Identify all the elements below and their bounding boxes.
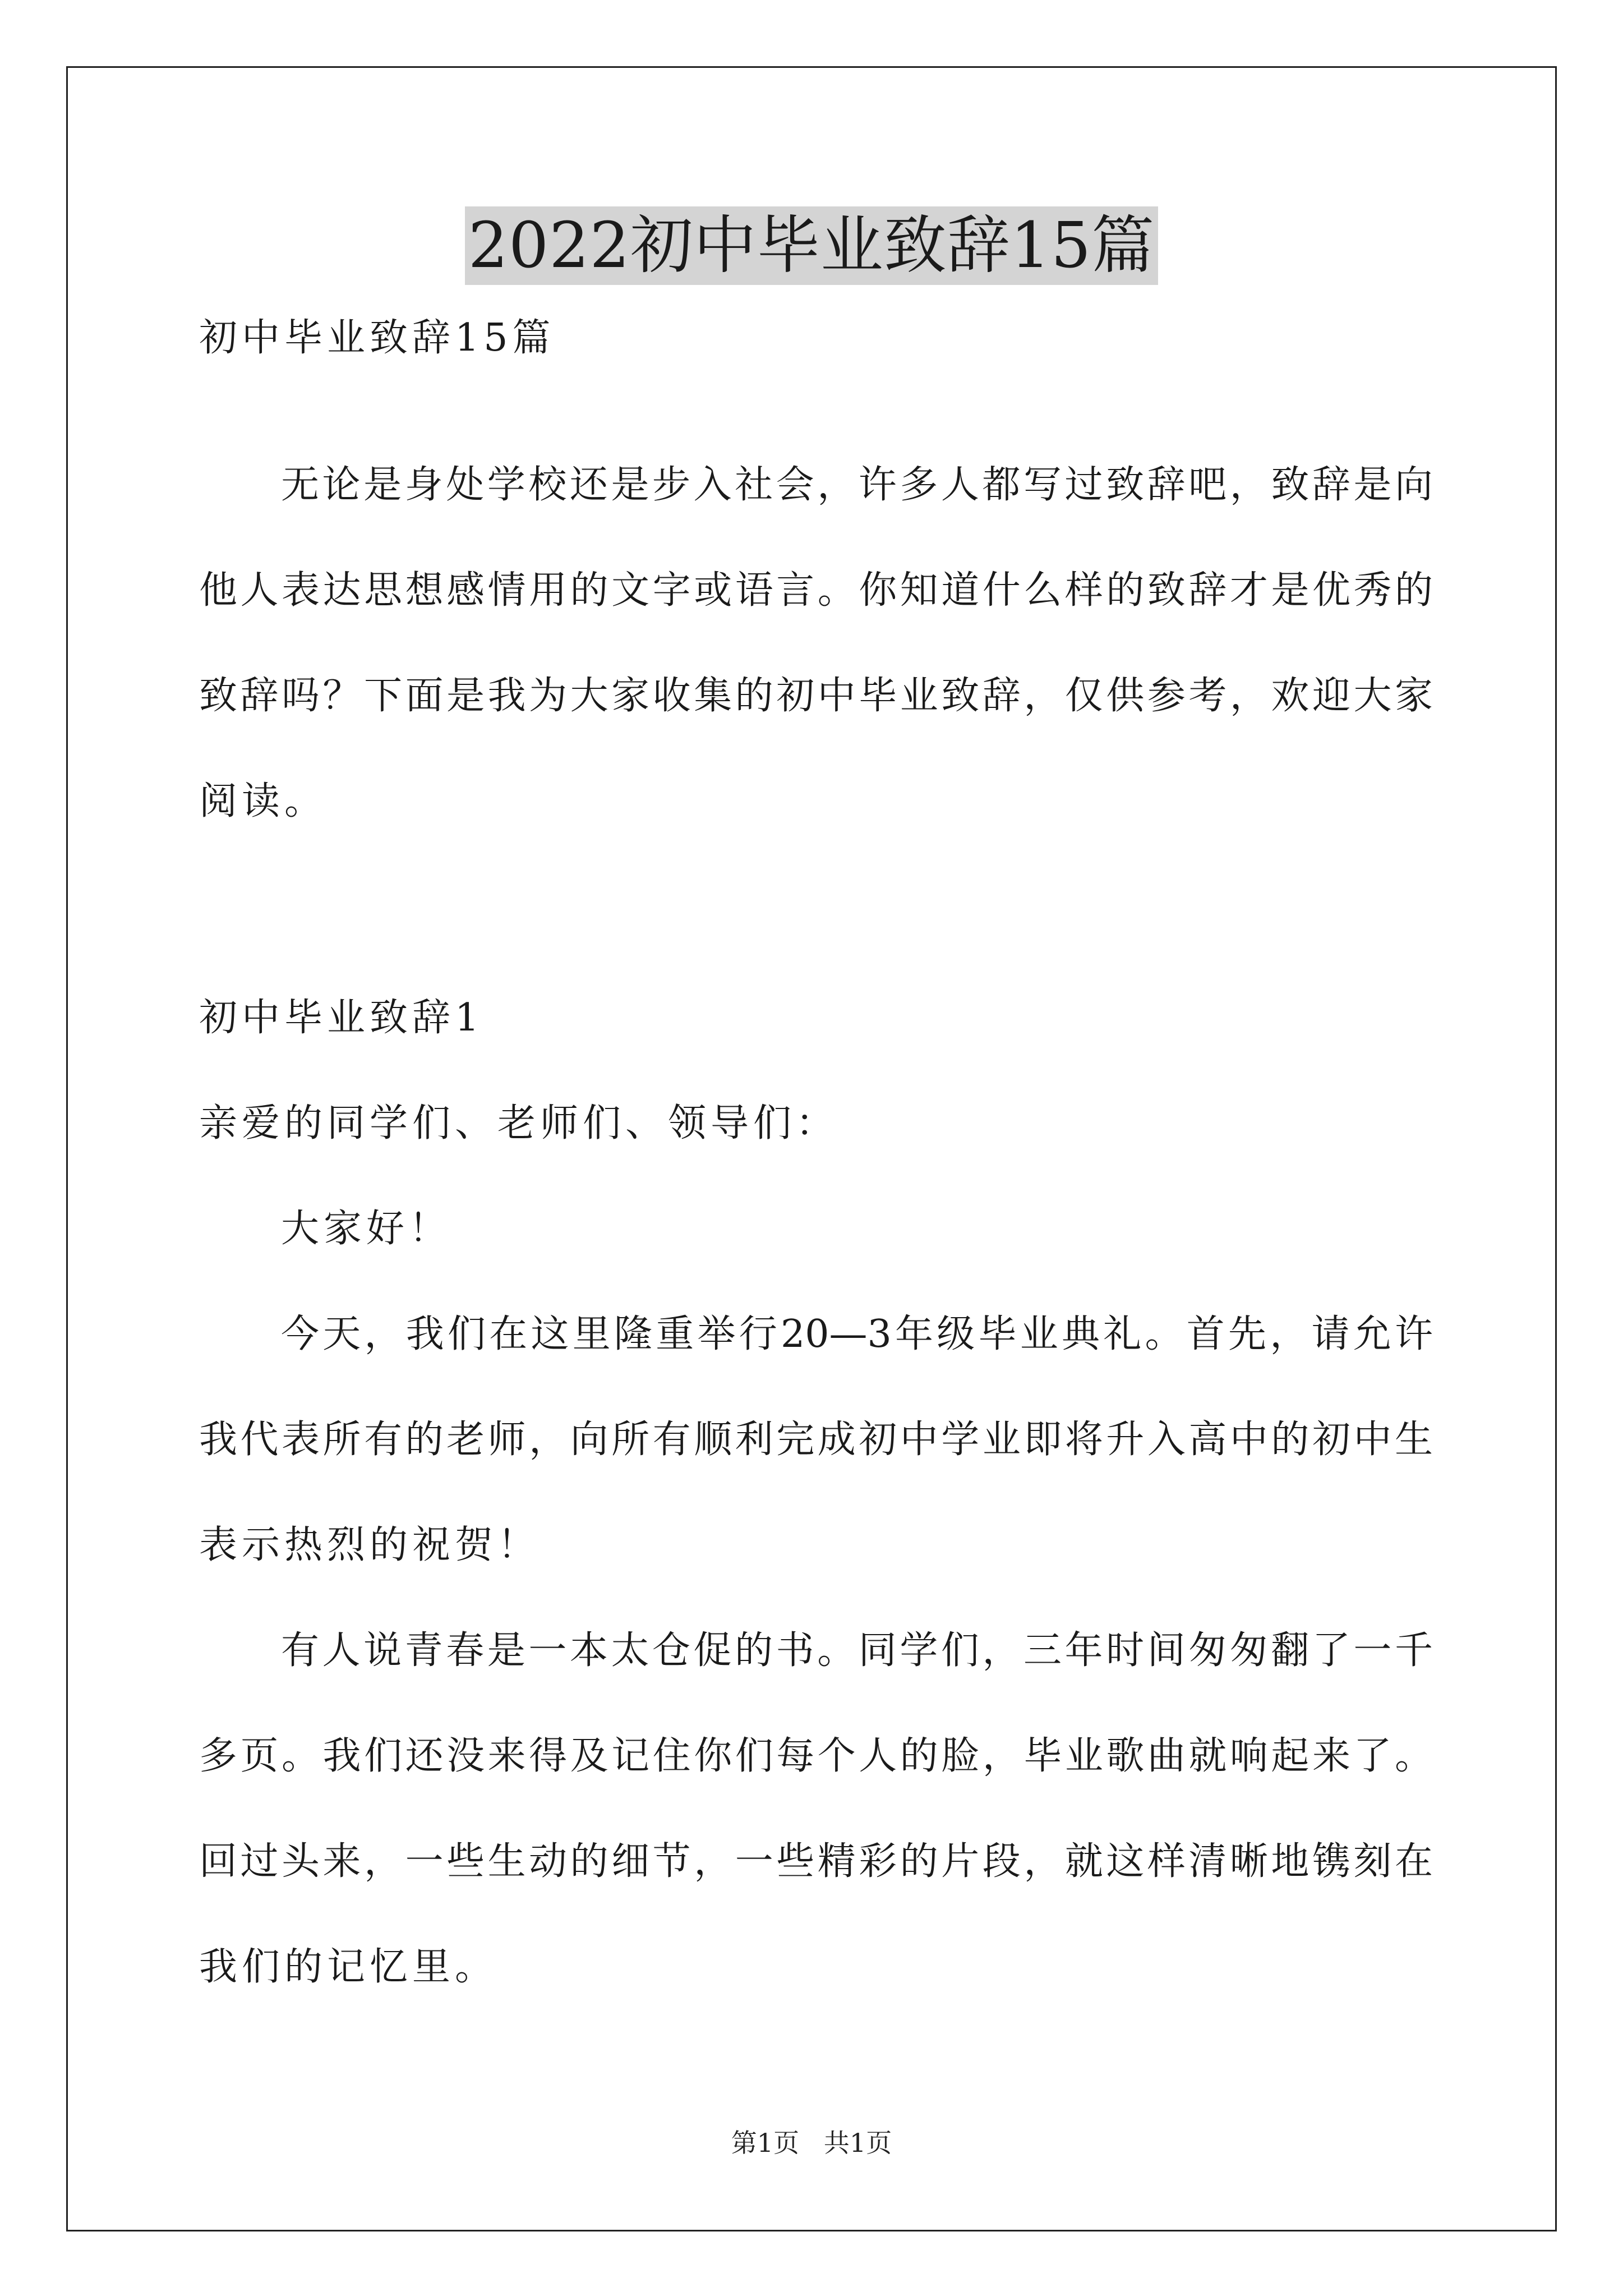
paragraph2-line-2: 多页。我们还没来得及记住你们每个人的脸，毕业歌曲就响起来了。: [199, 1734, 1433, 1778]
salutation: 亲爱的同学们、老师们、领导们：: [199, 1101, 839, 1145]
intro-line-4: 阅读。: [199, 779, 328, 823]
paragraph2-line-1: 有人说青春是一本太仓促的书。同学们，三年时间匆匆翻了一千: [281, 1628, 1433, 1673]
intro-line-2: 他人表达思想感情用的文字或语言。你知道什么样的致辞才是优秀的: [199, 568, 1433, 613]
greeting: 大家好！: [281, 1207, 452, 1251]
paragraph2-line-3: 回过头来，一些生动的细节，一些精彩的片段，就这样清晰地镌刻在: [199, 1839, 1433, 1884]
paragraph1-line-3: 表示热烈的祝贺！: [199, 1523, 541, 1567]
paragraph2-line-4: 我们的记忆里。: [199, 1945, 498, 1989]
intro-line-3: 致辞吗？下面是我为大家收集的初中毕业致辞，仅供参考，欢迎大家: [199, 674, 1433, 718]
page-number-footer: 第1页 共1页: [731, 2128, 892, 2158]
section-heading: 初中毕业致辞1: [199, 996, 484, 1040]
title-container: [0, 206, 1623, 285]
paragraph1-line-2: 我代表所有的老师，向所有顺利完成初中学业即将升入高中的初中生: [199, 1418, 1433, 1462]
document-title: 2022初中毕业致辞15篇: [465, 206, 1159, 285]
paragraph1-line-1: 今天，我们在这里隆重举行20—3年级毕业典礼。首先，请允许: [281, 1312, 1433, 1356]
document-subtitle: 初中毕业致辞15篇: [199, 316, 555, 360]
intro-line-1: 无论是身处学校还是步入社会，许多人都写过致辞吧，致辞是向: [281, 463, 1433, 507]
page-border: [66, 66, 1557, 2231]
